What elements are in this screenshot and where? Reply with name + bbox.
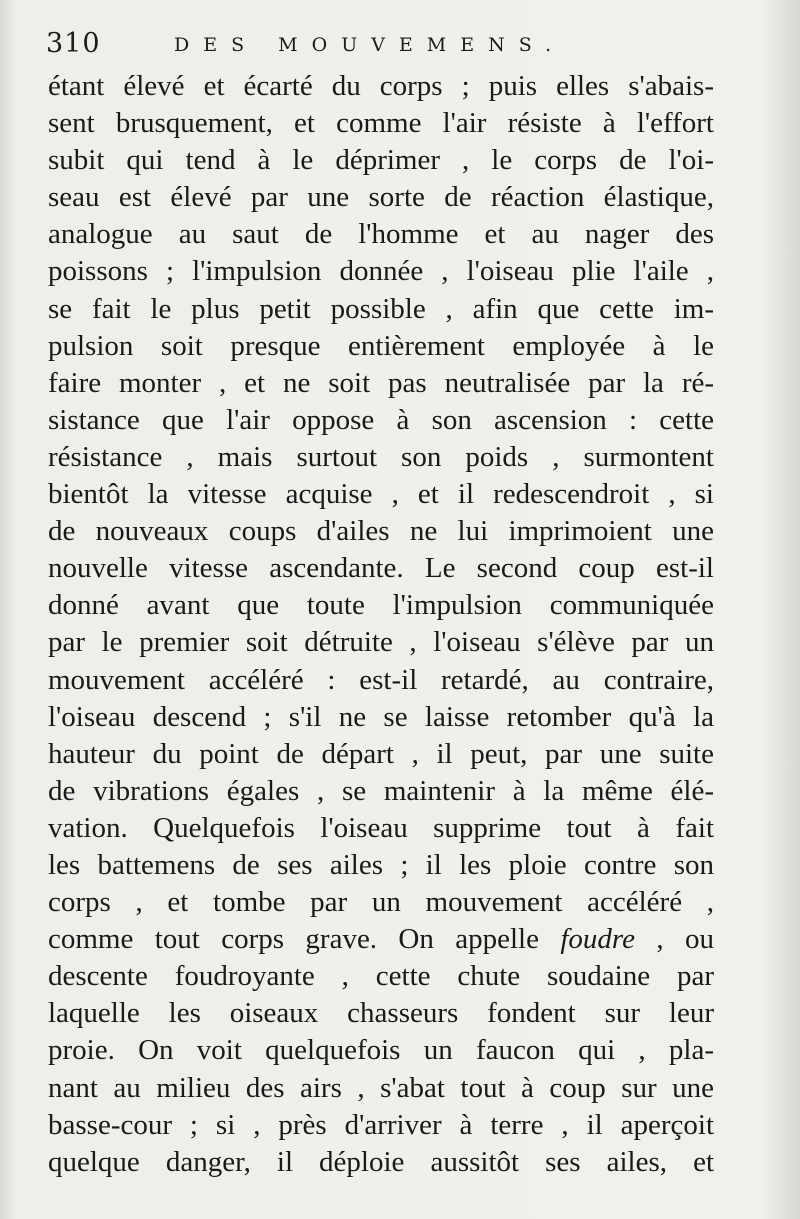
text-line: l'oiseau descend ; s'il ne se laisse retomber qu'à la [48, 700, 714, 733]
body-text [48, 68, 714, 1181]
text-line: résistance , mais surtout son poids , surmontent [48, 440, 714, 473]
text-line: proie. On voit quelquefois un faucon qui , pla- [48, 1034, 714, 1067]
running-title: DES MOUVEMENS. [174, 34, 566, 56]
text-line: vation. Quelquefois l'oiseau supprime tout à fait [48, 811, 714, 844]
text-line: par le premier soit détruite , l'oiseau s'élève par un [48, 626, 714, 659]
text-line: subit qui tend à le déprimer , le corps de l'oi- [48, 144, 714, 177]
text-line: descente foudroyante , cette chute soudaine par [48, 960, 714, 993]
text-line: sent brusquement, et comme l'air résiste à l'effort [48, 107, 714, 140]
text-line [48, 921, 714, 958]
text-line: poissons ; l'impulsion donnée , l'oiseau plie l'aile , [48, 255, 714, 288]
page-header [46, 28, 770, 64]
text-line: donné avant que toute l'impulsion communiquée [48, 589, 714, 622]
text-line: nant au milieu des airs , s'abat tout à coup sur une [48, 1071, 714, 1104]
text-line: basse-cour ; si , près d'arriver à terre , il aperçoit [48, 1108, 714, 1141]
text-line: de nouveaux coups d'ailes ne lui imprimoient une [48, 515, 714, 548]
text-line: hauteur du point de départ , il peut, par une suite [48, 737, 714, 770]
text-line: seau est élevé par une sorte de réaction élastique, [48, 181, 714, 214]
text-line: quelque danger, il déploie aussitôt ses ailes, et [48, 1145, 714, 1178]
text-line: étant élevé et écarté du corps ; puis elles s'abais- [48, 70, 714, 102]
italic-term: foudre [560, 923, 635, 956]
page-number: 310 [46, 28, 101, 59]
text-line: de vibrations égales , se maintenir à la même élé- [48, 774, 714, 807]
text-line: corps , et tombe par un mouvement accéléré , [48, 886, 714, 919]
text-line: analogue au saut de l'homme et au nager des [48, 218, 714, 251]
text-line: pulsion soit presque entièrement employée à le [48, 329, 714, 362]
text-span: , ou [635, 923, 714, 956]
text-line: faire monter , et ne soit pas neutralisée par la ré- [48, 366, 714, 399]
text-line: bientôt la vitesse acquise , et il redescendroit , si [48, 478, 714, 511]
text-line: laquelle les oiseaux chasseurs fondent sur leur [48, 997, 714, 1030]
text-span: comme tout corps grave. On appelle [48, 923, 561, 956]
text-line: sistance que l'air oppose à son ascension : cette [48, 403, 714, 436]
text-line: les battemens de ses ailes ; il les ploie contre son [48, 848, 714, 881]
text-line: nouvelle vitesse ascendante. Le second coup est-il [48, 552, 714, 585]
text-line: se fait le plus petit possible , afin que cette im- [48, 292, 714, 325]
text-line: mouvement accéléré : est-il retardé, au contraire, [48, 663, 714, 696]
